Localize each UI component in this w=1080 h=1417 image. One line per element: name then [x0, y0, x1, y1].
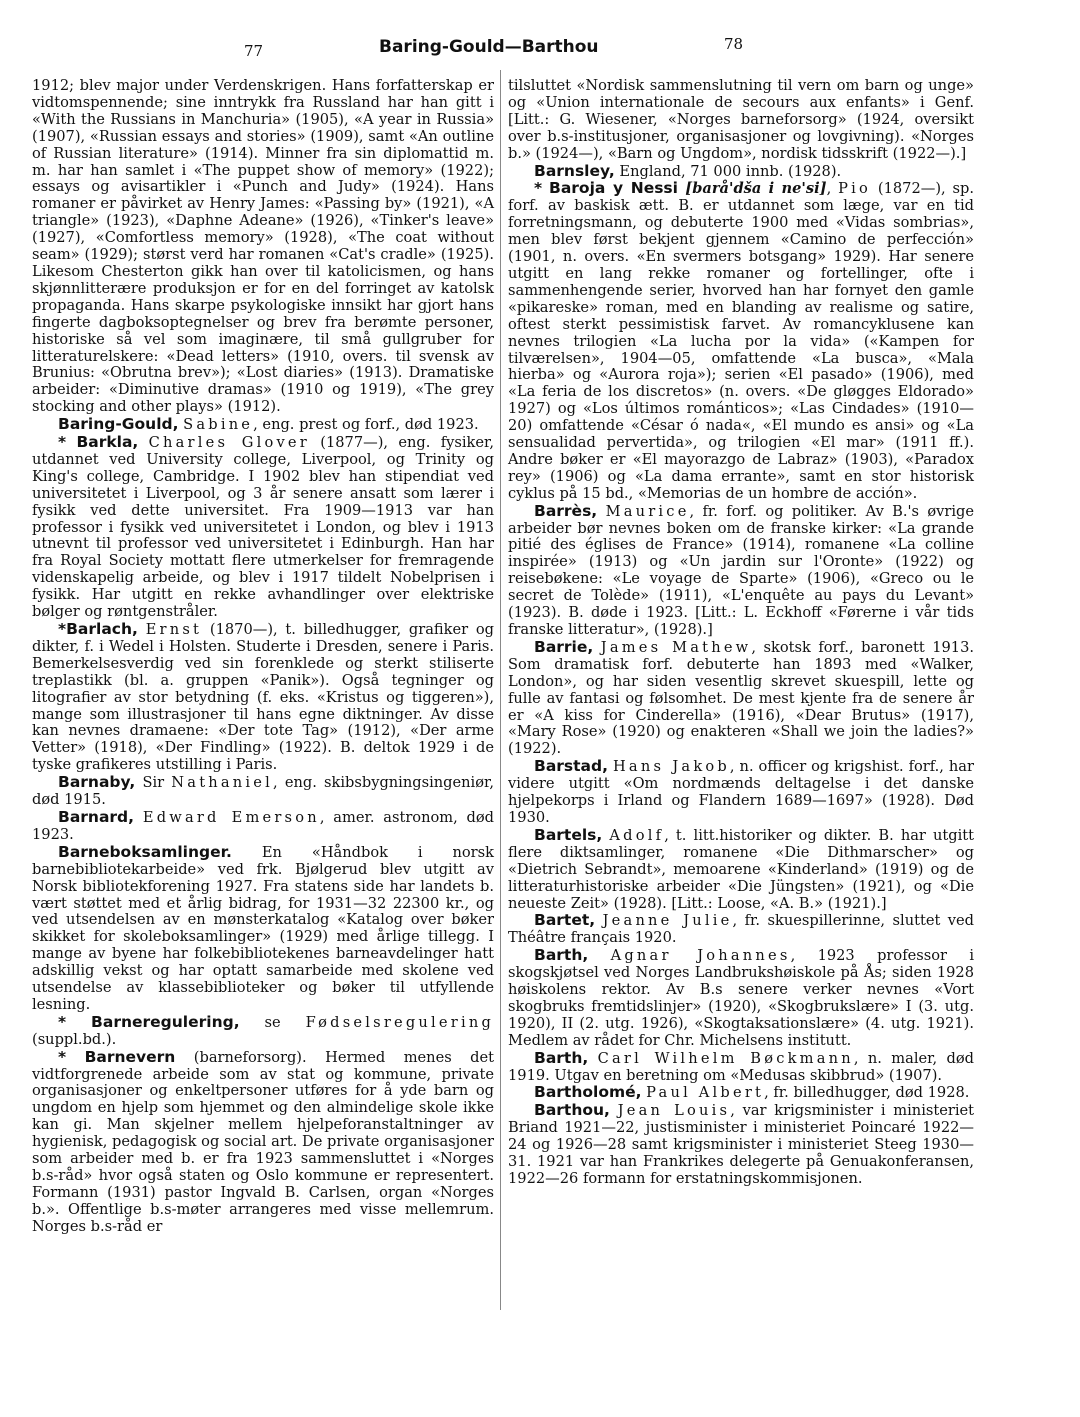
person-name: Pio — [838, 180, 872, 198]
person-name: Edward Emerson — [142, 808, 320, 826]
new-entry-star: * — [58, 620, 67, 638]
running-title: Baring-Gould—Barthou — [379, 37, 599, 57]
person-name: Charles Glover — [148, 434, 310, 452]
entry-barres: Barrès, Maurice, fr. forf. og politiker. Av B.'s øvrige arbeider bør nevnes boken om de franske kirker: «La grande pitié des églises de France» (1914), romanene «La colline inspirée» (1913) og «Un jardin sur l'Oronte» (1922) og reisebøkene: «Le voyage de Sparte» (1906), «Greco ou le secret de Tolède» (1911), «L'enquête au pays du Levant» (1923). B. døde i 1923. [Litt.: L. Eckhoff «Førerne i vår tids franske litteratur», (1928).] — [508, 501, 975, 638]
page-header — [0, 33, 1080, 60]
person-name: Agnar Johannes — [610, 947, 791, 965]
headword: Barrès, — [534, 501, 598, 520]
headword: Barnsley, — [534, 161, 615, 180]
headword: Barth, — [534, 946, 589, 965]
headword: Bartet, — [534, 911, 596, 930]
page-number-left: 77 — [244, 42, 264, 60]
entry-barnevern: * Barnevern (barneforsorg). Hermed menes det vidtforgrenede arbeide som av stat og kommune, private organisasjoner og enkeltpersoner utføres for å yde barn og ungdom en hjelp som hjemmet og den almindelige skole ikke kan gi. Man skjelner mellem hjelpeforanstaltninger av hygienisk, pedagogisk og social art. De private organisasjoner som arbeider med b. er fra 1923 sammensluttet i «Norges b.s-råd» hvor også staten og Oslo kommune er representert. Formann (1931) pastor Ingvald B. Carlsen, organ «Norges b.». Offentlige b.s-møter arrangeres med visse mellemrum. Norges b.s-råd er — [32, 1047, 494, 1235]
new-entry-star: * — [58, 1047, 67, 1066]
person-name: Paul Albert — [646, 1084, 765, 1102]
person-name: Jeanne Julie — [602, 912, 733, 930]
headword: Barneboksamlinger. — [58, 842, 232, 861]
headword: Baroja y Nessi — [549, 179, 678, 198]
entry-barneboksamlinger: Barneboksamlinger. En «Håndbok i norsk barnebibliotekarbeide» ved frk. Bjølgerud blev utgitt av Norsk bibliotekforening 1927. Fra statens side har landets b. vært støttet med et årlig bidrag, for 1931—32 22300 kr., og ved utsendelsen av en mønsterkatalog «Katalog over bøker skikket for skoleboksamlinger» (1929) med årlige tillegg. I mange av byene har folkebibliotekenes barneavdelinger hatt adskillig vekst og har optatt samarbeide med skolene ved utsendelse av klassebiblioteker og bøker til utfyllende lesning. — [32, 842, 494, 1013]
person-name: Jean Louis — [617, 1102, 731, 1120]
person-name: Ernst — [145, 621, 203, 638]
person-name: Adolf — [609, 826, 665, 844]
entry-bartet: Bartet, Jeanne Julie, fr. skuespillerinne, sluttet ved Théâtre français 1920. — [508, 911, 975, 947]
headword: Barnevern — [84, 1047, 176, 1066]
headword: Baring-Gould, — [58, 415, 179, 434]
person-name: Sabine — [183, 416, 254, 434]
entry-barlach: *Barlach, Ernst (1870—), t. billedhugger, grafiker og dikter, f. i Wedel i Holsten. Studerte i Dresden, senere i Paris. Bemerkelsesverdig ved sin forenklede og sterkt stiliserte treplastikk (bl. a. gruppen «Panik»). Også tegninger og litografier av stor betydning (f. eks. «Kristus og tiggeren»), mange som illustrasjoner til hans egne diktninger. Av disse kan nevnes dramaene: «Der tote Tag» (1912), «Der arme Vetter» (1918), «Der Findling» (1922). B. deltok 1929 i de tyske grafikeres utstilling i Paris. — [32, 620, 494, 774]
headword: Barlach, — [66, 620, 138, 638]
person-name: Nathaniel — [171, 774, 274, 792]
column-divider — [500, 70, 501, 1310]
entry-barstad: Barstad, Hans Jakob, n. officer og krigshist. forf., har videre utgitt «Om nordmænds deltagelse i det danske hjelpekorps i Irland og Flandern 1689—1697» (1928). Død 1930. — [508, 757, 974, 826]
person-name: Maurice — [605, 502, 690, 520]
person-name: Hans Jakob — [612, 758, 730, 776]
person-name: Carl Wilhelm Bøckmann — [597, 1049, 854, 1067]
pronunciation: [barå'dša i ne'si] — [677, 180, 827, 198]
entry-barkla: * Barkla, Charles Glover (1877—), eng. fysiker, utdannet ved University college, Liverpool, og Trinity og King's college, Cambridge. I 1902 blev han stipendiat ved universitetet i Liverpool, og 3 år senere ansatt som lærer i fysikk ved dette universitet. Fra 1909—1913 var han professor i fysikk ved universitetet i London, og blev i 1913 utnevnt til professor ved universitetet i Edinburgh. Han har fra Royal Society mottatt flere utmerkelser for fremragende videnskapelig arbeide, og blev i 1917 tildelt Nobelprisen i fysikk. Har utgitt en rekke avhandlinger over elektriske bølger og røntgenstråler. — [32, 433, 494, 621]
entry-bartholome: Bartholomé, Paul Albert, fr. billedhugger, død 1928. — [534, 1083, 970, 1102]
entry-barnard: Barnard, Edward Emerson, amer. astronom, død 1923. — [32, 807, 494, 843]
headword: Barstad, — [534, 757, 608, 776]
entry-bartels: Bartels, Adolf, t. litt.historiker og dikter. B. har utgitt flere diktsamlinger, romanene «Die Dithmarscher» og «Dietrich Sebrandt», memoarene «Kinderland» (1919) og de litteraturhistoriske arbeider «Die Jüngsten» (1921), og «Die neueste Zeit» (1928). [Litt.: Loose, «A. B.» (1921).] — [508, 825, 974, 912]
new-entry-star: * — [58, 1012, 67, 1031]
headword: Barnard, — [58, 807, 135, 826]
entry-barnsley: Barnsley, England, 71 000 innb. (1928). — [534, 161, 842, 180]
headword: Bartels, — [534, 825, 603, 844]
headword: Barkla, — [76, 433, 139, 452]
page-number-right: 78 — [724, 35, 744, 53]
headword: Barthou, — [534, 1101, 610, 1120]
headword: Barth, — [534, 1048, 589, 1067]
headword: Bartholomé, — [534, 1083, 642, 1102]
entry-baring-gould: Baring-Gould, Sabine, eng. prest og forf., død 1923. — [58, 415, 479, 434]
right-column — [508, 78, 974, 1188]
headword: Barneregulering, — [91, 1012, 240, 1031]
entry-barneregulering: * Barneregulering, se Fødselsregulering (suppl.bd.). — [32, 1012, 494, 1048]
entry-baroja: * Baroja y Nessi [barå'dša i ne'si], Pio (1872—), sp. forf. av baskisk ætt. B. er utdannet som læge, var en tid forretningsmann, og debuterte 1900 med «Vidas sombrias», men blev først bekjent gjennem «Camino de perfección» (1901, n. overs. «En svermers botsgang» 1929). Har senere utgitt en lang rekke romaner og fortellinger, ofte i sammenhengende serier, hvorved han har fornyet den gamle «pikareske» roman, med en blanding av realisme og satire, oftest sterkt pessimistisk farvet. Av romancyklusene kan nevnes trilogien «La lucha por la vida» («Kampen for tilværelsen», 1904—05, omfattende «La busca», «Mala hierba» og «Aurora roja»); serien «El pasado» (1906), med «La feria de los discretos» (n. overs. «De gløgges Eldorado» 1927) og «Los últimos románticos»; «Las Cindades» (1910—20) omfattende «César ó nada«, «El mundo es ansi» og «La sensualidad pervertida», og trilogien «El mar» (1911 ff.). Andre bøker er «El mayorazgo de Labraz» (1903), «Paradox rey» (1906) og «La dama errante», samt en stor historisk cyklus på 15 bd., «Memorias de un hombre de acción». — [508, 179, 975, 502]
entry-barnaby: Barnaby, Sir Nathaniel, eng. skibsbygningsingeniør, død 1915. — [32, 773, 494, 809]
cross-reference: Fødselsregulering — [305, 1013, 494, 1031]
person-name: James Mathew — [600, 638, 752, 656]
entry-continuation-right: tilsluttet «Nordisk sammenslutning til vern om barn og unge» og «Union internationale de secours aux enfants» i Genf. [Litt.: G. Wiesener, «Norges barneforsorg» (1924, oversikt over b.s-institusjoner, organisasjoner og lovgivning). «Norges b.» (1924—), «Barn og Ungdom», nordisk tidsskrift (1922—).] — [508, 77, 974, 162]
left-column — [32, 78, 494, 1236]
entry-continuation-left: 1912; blev major under Verdenskrigen. Hans forfatterskap er vidtomspennende; sine inntrykk fra Russland har han gitt i «With the Russians in Manchuria» (1905), «A year in Russia» (1907), «Russian essays and stories» (1909), samt «An outline of Russian literature» (1914). Minner fra sin diplomattid m. m. har han samlet i «The puppet show of memory» (1922); essays og avisartikler i «Punch and Judy» (1924). Hans romaner er påvirket av Henry James: «Passing by» (1921), «A triangle» (1923), «Daphne Adeane» (1926), «Tinker's leave» (1927), «Comfortless memory» (1928), «The coat without seam» (1929); størst verd har romanen «Cat's cradle» (1925). Likesom Chesterton gikk han over til katolicismen, og hans skjønnlitterære produksjon er for en del forringet av katolsk propaganda. Hans skarpe psykologiske innsikt har gjort hans fingerte dagboksoptegnelser og brev fra berømte personer, historiske så vel som imaginære, til små gullgruber for litteraturelskere: «Dead letters» (1910, overs. til svensk av Brunius: «Obrutna brev»); «Lost diaries» (1913). Dramatiske arbeider: «Diminutive dramas» (1910 og 1919), «The grey stocking and other plays» (1912). — [32, 77, 494, 416]
entry-barth-agnar: Barth, Agnar Johannes, 1923 professor i skogskjøtsel ved Norges Landbrukshøiskole på Ås; siden 1928 høiskolens rektor. Av B.s senere verker nevnes «Vort skogbruks fremtidslinjer» (1920), «Skogbrukslære» I (3. utg. 1920), II (2. utg. 1926), «Skogtaksationslære» (4. utg. 1921). Medlem av rådet for Chr. Michelsens institutt. — [508, 946, 974, 1049]
entry-barthou: Barthou, Jean Louis, var krigsminister i ministeriet Briand 1921—22, justisminister i ministeriet Poincaré 1922—24 og 1926—28 samt krigsminister i ministeriet Steeg 1930—31. 1921 var han Frankrikes delegerte på Genuakonferansen, 1922—26 formann for erstatningskommisjonen. — [508, 1101, 974, 1187]
headword: Barnaby, — [58, 773, 136, 792]
entry-barth-carl: Barth, Carl Wilhelm Bøckmann, n. maler, død 1919. Utgav en beretning om «Medusas skibbrud» (1907). — [508, 1048, 975, 1084]
new-entry-star: * — [534, 179, 543, 198]
headword: Barrie, — [534, 637, 594, 656]
entry-barrie: Barrie, James Mathew, skotsk forf., baronett 1913. Som dramatisk forf. debuterte han 1893 med «Walker, London», og har siden vesentlig skrevet skuespill, lette og fulle av fantasi og følsomhet. De mest kjente fra de senere år er «A kiss for Cinderella» (1916), «Dear Brutus» (1917), «Mary Rose» (1920) og enakteren «Shall we join the ladies?» (1922). — [508, 637, 974, 758]
new-entry-star: * — [58, 433, 67, 452]
